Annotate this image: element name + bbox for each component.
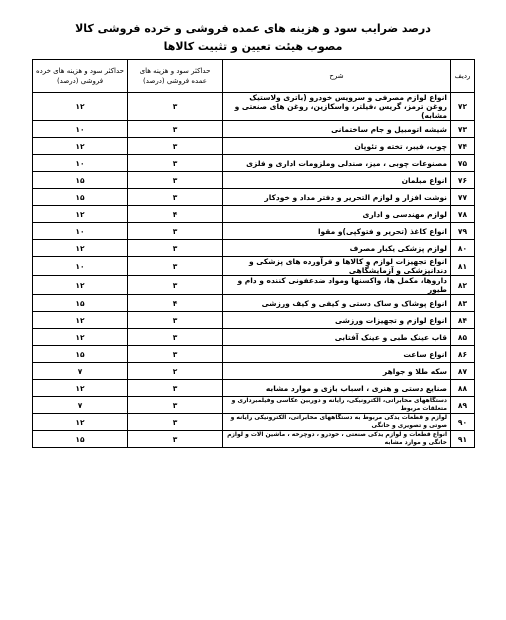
row-retail-margin: ۱۰ [33, 121, 128, 138]
row-description: انواع کاغذ (تحریر و فتوکپی)و مقوا [223, 223, 451, 240]
row-wholesale-margin: ۳ [128, 397, 223, 414]
row-description: قاب عینک طبی و عینک آفتابی [223, 329, 451, 346]
table-row [33, 257, 475, 276]
row-number: ۸۵ [451, 329, 475, 346]
row-number: ۸۳ [451, 295, 475, 312]
header-omde: حداکثر سود و هزینه های عمده فروشی (درصد) [128, 60, 223, 93]
table-row [33, 223, 475, 240]
row-description: لوازم مهندسی و اداری [223, 206, 451, 223]
table-row [33, 363, 475, 380]
row-description: شیشه اتومبیل و جام ساختمانی [223, 121, 451, 138]
row-number: ۷۹ [451, 223, 475, 240]
row-number: ۸۶ [451, 346, 475, 363]
row-wholesale-margin: ۳ [128, 93, 223, 121]
row-number: ۸۲ [451, 276, 475, 295]
table-row [33, 295, 475, 312]
row-retail-margin: ۱۲ [33, 312, 128, 329]
row-wholesale-margin: ۳ [128, 380, 223, 397]
row-wholesale-margin: ۳ [128, 155, 223, 172]
row-number: ۷۸ [451, 206, 475, 223]
row-retail-margin: ۱۰ [33, 155, 128, 172]
row-retail-margin: ۱۵ [33, 172, 128, 189]
row-description: انواع پوشاک و ساک دستی و کیفی و کیف ورزشی [223, 295, 451, 312]
row-retail-margin: ۱۲ [33, 206, 128, 223]
row-wholesale-margin: ۳ [128, 138, 223, 155]
row-retail-margin: ۱۲ [33, 276, 128, 295]
row-description: سکه طلا و جواهر [223, 363, 451, 380]
table-row [33, 397, 475, 414]
row-retail-margin: ۱۲ [33, 138, 128, 155]
table-row [33, 329, 475, 346]
row-wholesale-margin: ۳ [128, 223, 223, 240]
row-description: داروها، مکمل ها، واکسنها ومواد ضدعفونی کننده و دام و طیور [223, 276, 451, 295]
row-number: ۸۰ [451, 240, 475, 257]
header-khorde: حداکثر سود و هزینه های خرده فروشی (درصد) [33, 60, 128, 93]
table-header-row [33, 60, 475, 93]
row-wholesale-margin: ۲ [128, 363, 223, 380]
row-description: انواع مبلمان [223, 172, 451, 189]
table-row [33, 155, 475, 172]
row-wholesale-margin: ۳ [128, 121, 223, 138]
row-retail-margin: ۱۰ [33, 257, 128, 276]
row-number: ۸۱ [451, 257, 475, 276]
row-wholesale-margin: ۴ [128, 295, 223, 312]
row-wholesale-margin: ۳ [128, 189, 223, 206]
row-description: انواع لوازم مصرفی و سرویس خودرو (باتری ولاستیک روغن ترمز، گریس ،فیلتر، واسکازین، روغن های صنعتی و مشابه) [223, 93, 451, 121]
row-description: دستگاههای مخابراتی، الکترونیکی، رایانه و دوربین عکاسی وفیلمبرداری و متعلقات مربوط [223, 397, 451, 414]
row-wholesale-margin: ۳ [128, 414, 223, 431]
row-retail-margin: ۱۲ [33, 380, 128, 397]
row-number: ۸۴ [451, 312, 475, 329]
document-subtitle: مصوب هیئت تعیین و تثبیت کالاها [163, 40, 343, 53]
header-sharh: شرح [223, 60, 451, 93]
row-description: صنایع دستی و هنری ، اسباب بازی و موارد مشابه [223, 380, 451, 397]
table-row [33, 346, 475, 363]
table-row [33, 240, 475, 257]
table-row [33, 172, 475, 189]
row-wholesale-margin: ۳ [128, 240, 223, 257]
row-retail-margin: ۱۵ [33, 431, 128, 448]
table-row [33, 431, 475, 448]
row-retail-margin: ۱۵ [33, 295, 128, 312]
row-wholesale-margin: ۴ [128, 206, 223, 223]
row-number: ۹۰ [451, 414, 475, 431]
row-number: ۷۴ [451, 138, 475, 155]
table-row [33, 206, 475, 223]
row-retail-margin: ۱۵ [33, 189, 128, 206]
row-retail-margin: ۱۲ [33, 414, 128, 431]
table-row [33, 93, 475, 121]
row-description: انواع قطعات و لوازم یدکی صنعتی ، خودرو ، دوچرخه ، ماشین آلات و لوازم خانگی و موارد مشابه [223, 431, 451, 448]
row-wholesale-margin: ۳ [128, 346, 223, 363]
row-retail-margin: ۱۲ [33, 240, 128, 257]
row-wholesale-margin: ۳ [128, 172, 223, 189]
row-number: ۷۷ [451, 189, 475, 206]
row-number: ۸۸ [451, 380, 475, 397]
table-row [33, 276, 475, 295]
row-retail-margin: ۷ [33, 363, 128, 380]
row-description: لوازم پزشکی یکبار مصرف [223, 240, 451, 257]
document-title: درصد ضرایب سود و هزینه های عمده فروشی و خرده فروشی کالا [75, 22, 431, 35]
row-wholesale-margin: ۳ [128, 312, 223, 329]
row-retail-margin: ۱۵ [33, 346, 128, 363]
row-retail-margin: ۷ [33, 397, 128, 414]
row-number: ۷۶ [451, 172, 475, 189]
row-number: ۸۹ [451, 397, 475, 414]
row-number: ۷۲ [451, 93, 475, 121]
row-number: ۷۵ [451, 155, 475, 172]
row-description: انواع ساعت [223, 346, 451, 363]
table-body [33, 93, 475, 448]
row-number: ۸۷ [451, 363, 475, 380]
row-wholesale-margin: ۳ [128, 329, 223, 346]
table-row [33, 121, 475, 138]
row-description: لوازم و قطعات یدکی مربوط به دستگاههای مخابراتی، الکترونیکی رایانه و صوتی و تصویری و خانگی [223, 414, 451, 431]
row-description: نوشت افزار و لوازم التحریر و دفتر مداد و خودکار [223, 189, 451, 206]
row-number: ۹۱ [451, 431, 475, 448]
row-description: انواع لوازم و تجهیزات ورزشی [223, 312, 451, 329]
row-description: انواع تجهیزات لوازم و کالاها و فرآورده های پزشکی و دندانپزشکی و آزمایشگاهی [223, 257, 451, 276]
table-row [33, 380, 475, 397]
row-retail-margin: ۱۲ [33, 329, 128, 346]
row-wholesale-margin: ۳ [128, 276, 223, 295]
margin-table [32, 59, 475, 448]
table-row [33, 312, 475, 329]
row-wholesale-margin: ۳ [128, 257, 223, 276]
row-retail-margin: ۱۲ [33, 93, 128, 121]
row-number: ۷۳ [451, 121, 475, 138]
table-row [33, 414, 475, 431]
row-wholesale-margin: ۳ [128, 431, 223, 448]
row-description: چوب، فیبر، تخته و تئوپان [223, 138, 451, 155]
table-row [33, 189, 475, 206]
row-retail-margin: ۱۰ [33, 223, 128, 240]
table-row [33, 138, 475, 155]
row-description: مصنوعات چوبی ، میز، صندلی وملزومات اداری و فلزی [223, 155, 451, 172]
header-radif: ردیف [451, 60, 475, 93]
